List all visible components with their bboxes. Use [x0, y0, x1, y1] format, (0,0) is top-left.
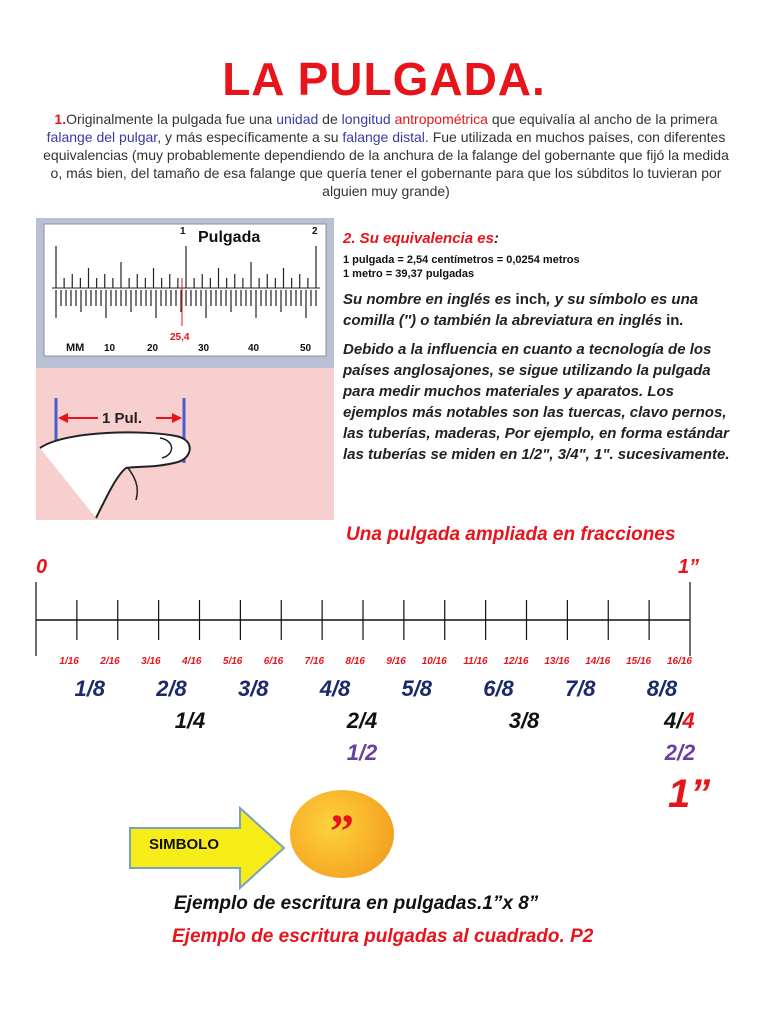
equivalence-1: 1 pulgada = 2,54 centímetros = 0,0254 metros — [343, 254, 580, 266]
paragraph-name — [343, 289, 743, 331]
link-antropometrica[interactable]: antropométrica — [394, 111, 488, 127]
link-falange-pulgar[interactable]: falange del pulgar — [46, 129, 158, 145]
equivalence-2: 1 metro = 39,37 pulgadas — [343, 268, 475, 280]
sixteenth-label: 12/16 — [503, 656, 529, 667]
section-equivalence — [343, 230, 743, 465]
ruler-start-label: 0 — [36, 556, 48, 578]
page-title: LA PULGADA. — [222, 53, 546, 105]
section2-heading — [343, 230, 743, 247]
eighth-label: 7/8 — [564, 676, 596, 701]
sixteenth-label: 16/16 — [666, 656, 692, 667]
mm-highlight: 25,4 — [170, 332, 190, 343]
intro-number: 1. — [54, 111, 67, 127]
ruler-end-label: 1” — [678, 556, 700, 578]
sixteenth-label: 6/16 — [263, 656, 284, 667]
quarter-last-denominator: 4 — [682, 708, 695, 733]
section2-number: 2. — [343, 230, 356, 247]
big-inch-symbol: 1” — [668, 772, 711, 816]
eighth-label: 1/8 — [74, 676, 106, 701]
p1-text: . — [679, 312, 684, 329]
link-unidad[interactable]: unidad — [276, 111, 319, 127]
sixteenth-label: 15/16 — [626, 656, 652, 667]
section2-colon: : — [493, 230, 499, 247]
equivalence-lines — [343, 253, 743, 281]
section2-heading-text: Su equivalencia es — [355, 230, 494, 247]
p1-text: , y su símbolo es una comilla (″) o también la abreviatura en inglés — [343, 291, 699, 329]
quarter-label: 1/4 — [174, 708, 206, 733]
mm-tick-50: 50 — [300, 343, 312, 354]
intro-text: que equivalía al ancho de la primera — [487, 111, 718, 127]
sixteenth-label: 14/16 — [585, 656, 611, 667]
sixteenth-label: 3/16 — [141, 656, 161, 667]
fractions-title: Una pulgada ampliada en fracciones — [346, 524, 676, 545]
sixteenth-label: 13/16 — [544, 656, 570, 667]
p1-text: Su nombre en inglés es — [343, 291, 516, 308]
sixteenth-label: 11/16 — [463, 656, 488, 667]
sixteenth-label: 7/16 — [304, 656, 325, 667]
mm-label: MM — [66, 342, 85, 354]
mm-tick-40: 40 — [248, 343, 260, 354]
example-square-inches: Ejemplo de escritura pulgadas al cuadrado. P2 — [172, 926, 594, 947]
half-label: 2/2 — [664, 740, 696, 765]
link-longitud[interactable]: longitud — [341, 111, 391, 127]
p1-inch: inch — [515, 291, 547, 308]
mm-tick-20: 20 — [147, 343, 159, 354]
ruler-label: Pulgada — [198, 229, 261, 246]
quarter-label-last — [664, 708, 695, 734]
ruler-mark-1: 1 — [180, 226, 186, 237]
symbol-label: SIMBOLO — [149, 836, 219, 853]
mm-tick-10: 10 — [104, 343, 116, 354]
half-label: 1/2 — [346, 740, 378, 765]
intro-text: , y más específicamente a su — [157, 129, 343, 145]
sixteenth-label: 9/16 — [386, 656, 406, 667]
eighth-label: 6/8 — [483, 676, 514, 701]
quarter-label: 3/8 — [508, 708, 540, 733]
eighth-label: 8/8 — [646, 676, 678, 701]
intro-paragraph — [36, 110, 736, 200]
p1-in: in — [666, 312, 680, 329]
quarter-label: 2/4 — [346, 708, 378, 733]
sixteenth-label: 2/16 — [100, 656, 120, 667]
intro-text: Originalmente la pulgada fue una — [66, 111, 277, 127]
quarter-last-fraction: 4/ — [664, 708, 683, 733]
eighth-label: 2/8 — [156, 676, 187, 701]
sixteenth-label: 8/16 — [345, 656, 365, 667]
link-falange-distal[interactable]: falange distal — [342, 129, 425, 145]
eighth-label: 4/8 — [319, 676, 351, 701]
ruler-mark-2: 2 — [312, 226, 318, 237]
ruler-illustration — [36, 218, 334, 520]
sixteenth-label: 4/16 — [182, 656, 202, 667]
sixteenth-label: 10/16 — [421, 656, 447, 667]
finger-label: 1 Pul. — [102, 410, 143, 427]
symbol-glyph: ” — [330, 805, 354, 858]
paragraph-influence: Debido a la influencia en cuanto a tecnología de los países anglosajones, se sigue utilizando la pulgada para medir muchos materiales y aparatos. Los ejemplos más notables son las tuercas, clavo pernos, las tuberías, maderas, Por ejemplo, en forma estándar las tuberías se miden en 1/2", 3/4", 1". sucesivamente. — [343, 341, 730, 463]
sixteenth-label: 5/16 — [222, 656, 243, 667]
sixteenth-label: 1/16 — [59, 656, 79, 667]
example-inches: Ejemplo de escritura en pulgadas.1”x 8” — [174, 893, 539, 914]
eighth-label: 3/8 — [237, 676, 269, 701]
intro-text: de — [318, 111, 342, 127]
intro-text: . Fue utilizada en muchos países, con diferentes equivalencias (muy probablemente dependiendo de la anchura de la falange del gobernante que fijó la medida o, más bien, del tamaño de esa falange que quería tener el gobernante para que los súbditos lo tuvieran por alguien muy grande) — [43, 129, 729, 199]
mm-tick-30: 30 — [198, 343, 210, 354]
eighth-label: 5/8 — [401, 676, 433, 701]
